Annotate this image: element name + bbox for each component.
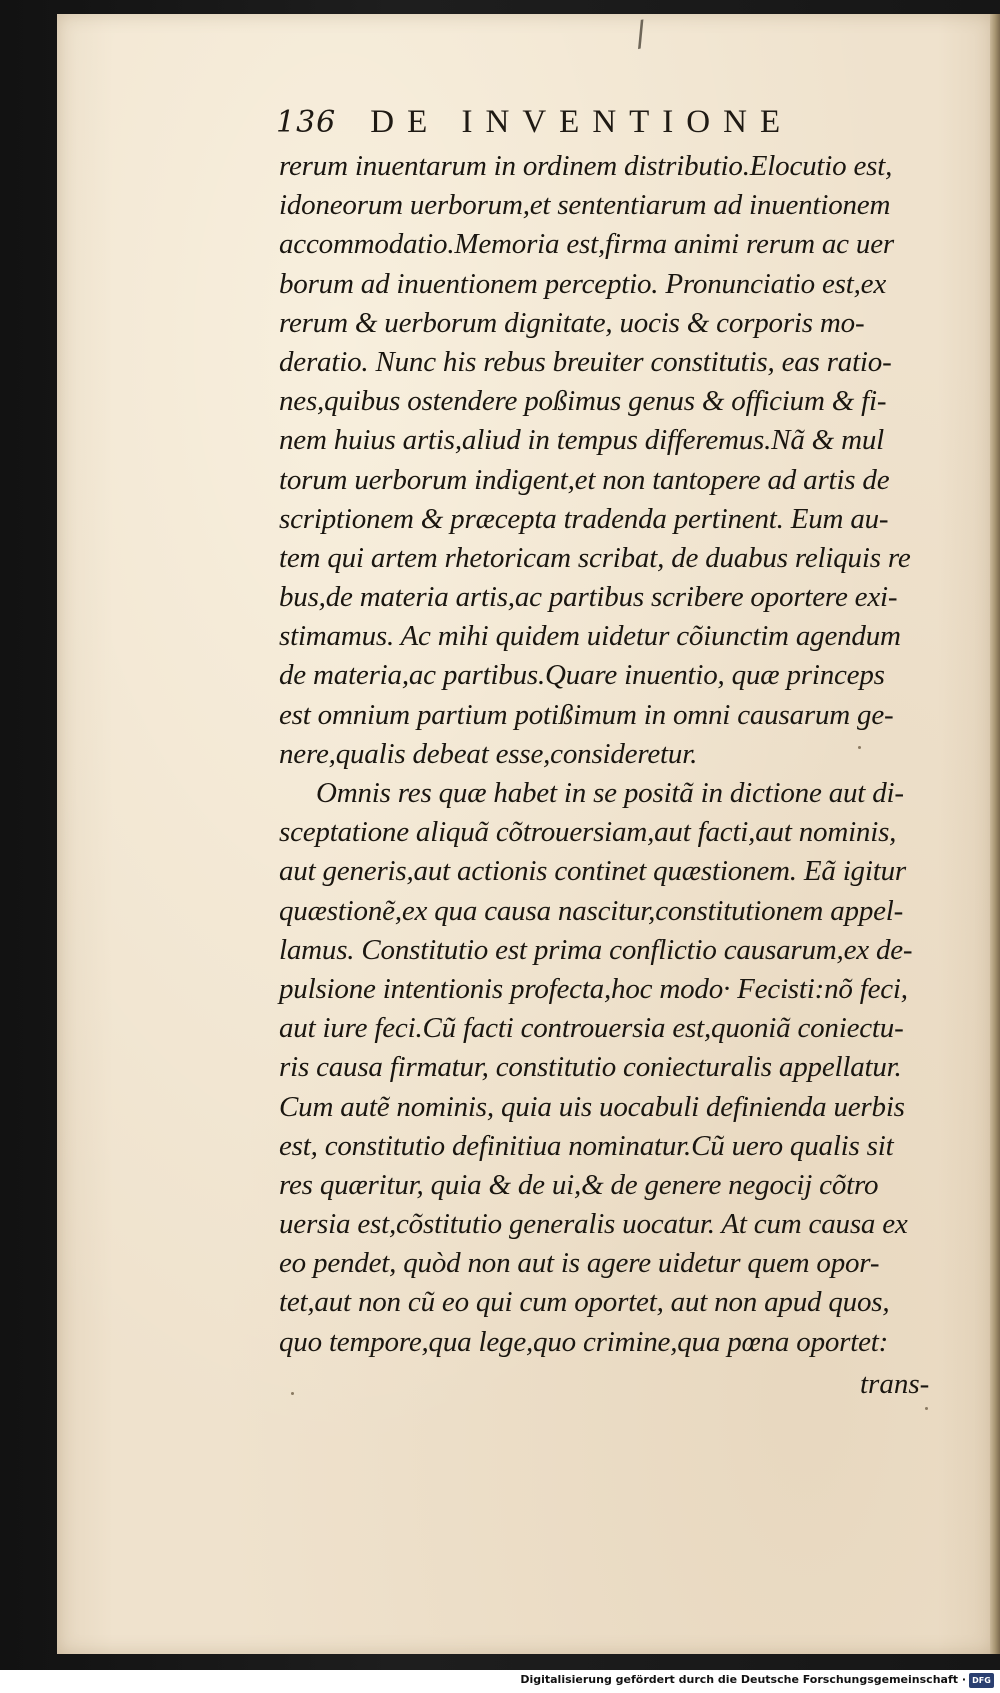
page-header [276,104,793,144]
text-line: sceptatione aliquã cõtrouersiam,aut facti,aut nominis, [279,816,897,849]
body-text [279,147,939,1362]
text-line: accommodatio.Memoria est,firma animi rerum ac uer [279,228,894,261]
text-line: torum uerborum indigent,et non tantopere ad artis de [279,463,890,496]
text-line: Cum autẽ nominis, quia uis uocabuli definienda uerbis [279,1090,905,1123]
catchword: trans- [860,1368,930,1400]
text-line: rerum & uerborum dignitate, uocis & corporis mo- [279,306,865,339]
text-line: idoneorum uerborum,et sententiarum ad inuentionem [279,189,891,222]
text-line: lamus. Constitutio est prima conflictio causarum,ex de- [279,933,913,966]
paragraph-start-line: Omnis res quæ habet in se positã in dictione aut di- [316,777,904,809]
text-line: ris causa firmatur, constitutio coniecturalis appellatur. [279,1051,902,1084]
text-line: deratio. Nunc his rebus breuiter constitutis, eas ratio- [279,345,892,378]
page-edge [990,14,1000,1654]
text-line: scriptionem & præcepta tradenda pertinent. Eum au- [279,502,889,535]
text-line: aut iure feci.Cũ facti controuersia est,quoniã coniectu- [279,1012,904,1045]
text-line: uersia est,cõstitutio generalis uocatur. At cum causa ex [279,1208,908,1241]
text-line: nem huius artis,aliud in tempus differemus.Nã & mul [279,424,884,457]
text-line: pulsione intentionis profecta,hoc modo· Fecisti:nõ feci, [279,972,908,1005]
paper-speck [291,1392,294,1395]
text-line: tet,aut non cũ eo qui cum oportet, aut non apud quos, [279,1286,890,1319]
text-line: est, constitutio definitiua nominatur.Cũ uero qualis sit [279,1129,894,1162]
text-line: aut generis,aut actionis continet quæstionem. Eã igitur [279,855,906,888]
text-line: borum ad inuentionem perceptio. Pronunciatio est,ex [279,267,886,300]
text-line: res quæritur, quia & de ui,& de genere negocij cõtro [279,1168,879,1201]
text-line: tem qui artem rhetoricam scribat, de duabus reliquis re [279,541,911,574]
page-number: 136 [276,105,337,140]
text-line: stimamus. Ac mihi quidem uidetur cõiunctim agendum [279,620,901,653]
running-head: DE INVENTIONE [370,104,794,140]
text-line: rerum inuentarum in ordinem distributio.Elocutio est, [279,150,893,182]
paper-speck [925,1407,928,1410]
digitization-footer [0,1670,1000,1693]
text-line: eo pendet, quòd non aut is agere uidetur quem opor- [279,1247,880,1280]
text-line: bus,de materia artis,ac partibus scribere oportere exi- [279,581,898,614]
text-line: est omnium partium potißimum in omni causarum ge- [279,698,894,731]
funding-credit: Digitalisierung gefördert durch die Deutsche Forschungsgemeinschaft · [520,1673,966,1686]
text-line: nes,quibus ostendere poßimus genus & officium & fi- [279,385,887,418]
dfg-logo-icon: DFG [969,1673,994,1688]
text-line: de materia,ac partibus.Quare inuentio, quæ princeps [279,659,885,692]
text-line: quæstionẽ,ex qua causa nascitur,constitutionem appel- [279,894,904,927]
text-line: quo tempore,qua lege,quo crimine,qua pœna oportet: [279,1325,889,1358]
ink-mark-icon: / [630,13,651,55]
paper-speck [858,746,861,749]
text-line: nere,qualis debeat esse,consideretur. [279,737,698,770]
